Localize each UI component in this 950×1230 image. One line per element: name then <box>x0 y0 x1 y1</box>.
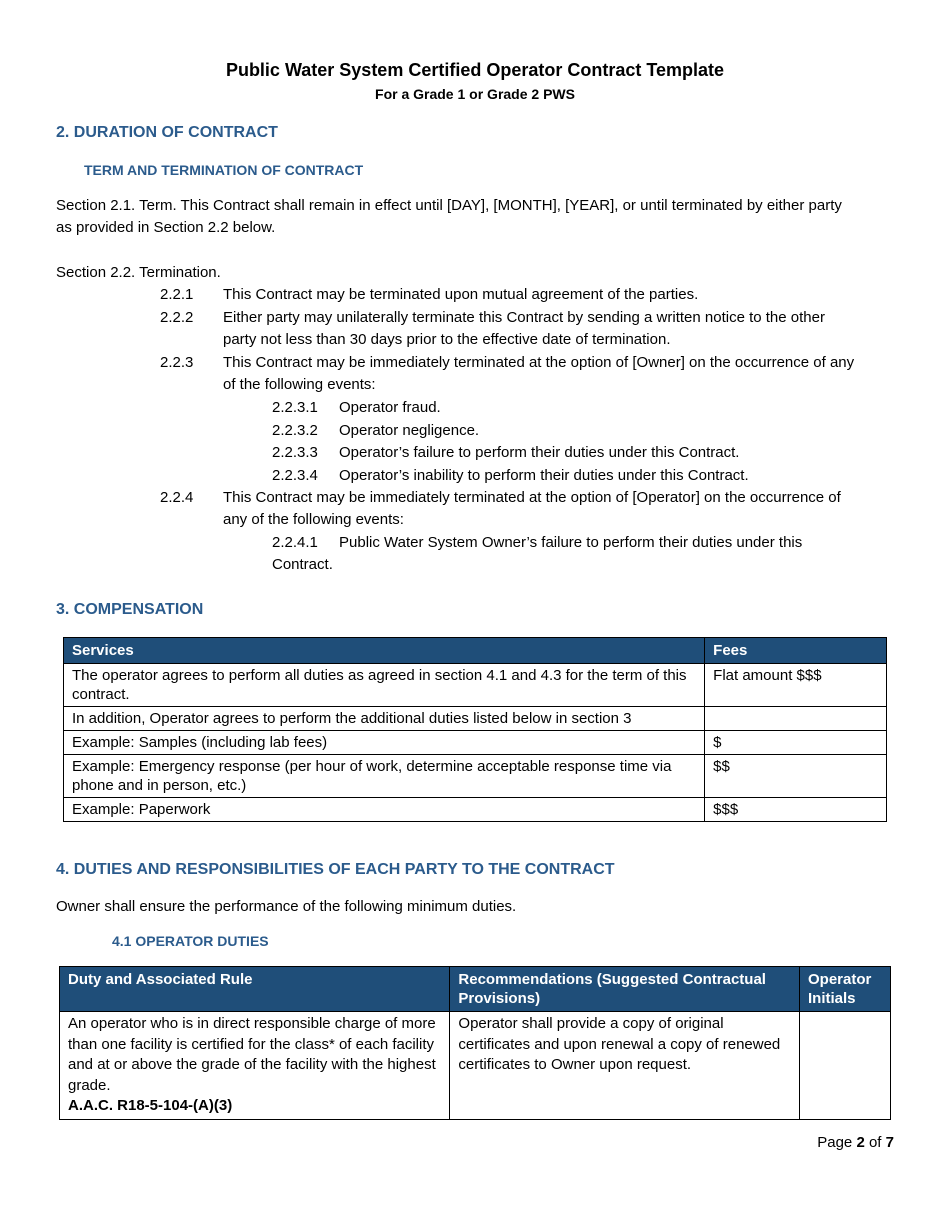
duty-cell <box>60 1012 450 1120</box>
list-item-line: Either party may unilaterally terminate this Contract by sending a written notice to the other <box>223 309 825 326</box>
column-header: Services <box>64 638 705 664</box>
list-item-line: This Contract may be immediately terminated at the option of [Operator] on the occurrence of <box>223 489 841 506</box>
section-2-heading: 2. DURATION OF CONTRACT <box>56 124 278 141</box>
list-item <box>160 352 900 396</box>
initials-cell[interactable] <box>800 1012 891 1120</box>
term-line-1: Section 2.1. Term. This Contract shall remain in effect until [DAY], [MONTH], [YEAR], or until terminated by either party <box>56 197 842 214</box>
section-4-heading: 4. DUTIES AND RESPONSIBILITIES OF EACH PARTY TO THE CONTRACT <box>56 861 615 878</box>
table-row <box>64 731 887 755</box>
term-line-2: as provided in Section 2.2 below. <box>56 219 276 236</box>
table-header-row <box>64 638 887 664</box>
column-header: Fees <box>705 638 887 664</box>
duty-text: An operator who is in direct responsible charge of more than one facility is certified for the class* of each facility and at or above the grade of the facility with the highest grade. <box>68 1015 436 1094</box>
rule-reference: A.A.C. R18-5-104-(A)(3) <box>68 1097 233 1114</box>
column-header: Recommendations (Suggested Contractual Provisions) <box>450 967 800 1012</box>
page-word: Page <box>817 1134 853 1151</box>
sub-list-item-text: Operator negligence. <box>339 422 480 439</box>
sub-list-item-number: 2.2.3.2 <box>272 422 318 439</box>
column-header: Operator Initials <box>800 967 891 1012</box>
of-word: of <box>868 1134 882 1151</box>
term-paragraph <box>56 195 896 239</box>
list-item-text <box>223 307 903 351</box>
total-pages: 7 <box>885 1134 894 1151</box>
list-item-number: 2.2.4 <box>160 489 194 506</box>
table-header-row <box>60 967 891 1012</box>
sub-list-item <box>272 532 892 576</box>
document-subtitle: For a Grade 1 or Grade 2 PWS <box>375 86 575 102</box>
sub-list-item-number: 2.2.3.1 <box>272 399 318 416</box>
table-row <box>64 707 887 731</box>
list-item-line: of the following events: <box>223 376 376 393</box>
service-cell: Example: Emergency response (per hour of work, determine acceptable response time via phone and in person, etc.) <box>64 755 705 798</box>
sub-list-item-text: Operator fraud. <box>339 399 441 416</box>
list-item-text <box>223 352 903 396</box>
sub-list-item-number: 2.2.3.4 <box>272 467 318 484</box>
table-row <box>64 798 887 822</box>
list-item-text: This Contract may be terminated upon mutual agreement of the parties. <box>223 286 699 303</box>
operator-duties-table <box>59 966 891 1120</box>
list-item-text <box>223 487 903 531</box>
service-cell: The operator agrees to perform all duties as agreed in section 4.1 and 4.3 for the term of this contract. <box>64 664 705 707</box>
table-row <box>60 1012 891 1120</box>
service-cell: Example: Samples (including lab fees) <box>64 731 705 755</box>
list-item <box>160 487 900 531</box>
sub-list-item-text: Operator’s failure to perform their duties under this Contract. <box>339 444 740 461</box>
compensation-table <box>63 637 887 822</box>
table-row <box>64 755 887 798</box>
list-item-line: party not less than 30 days prior to the effective date of termination. <box>223 331 671 348</box>
section-4-1-subheading: 4.1 OPERATOR DUTIES <box>112 933 269 949</box>
list-item-line: any of the following events: <box>223 511 404 528</box>
fee-cell: $$$ <box>705 798 887 822</box>
recommendation-cell: Operator shall provide a copy of original certificates and upon renewal a copy of renewed certificates to Owner upon request. <box>450 1012 800 1120</box>
list-item <box>160 307 900 351</box>
table-row <box>64 664 887 707</box>
fee-cell: $$ <box>705 755 887 798</box>
current-page-number: 2 <box>856 1134 865 1151</box>
sub-list-item-text: Public Water System Owner’s failure to perform their duties under this <box>339 534 803 551</box>
list-item-number: 2.2.3 <box>160 354 194 371</box>
document-title: Public Water System Certified Operator Contract Template <box>225 60 725 80</box>
fee-cell: Flat amount $$$ <box>705 664 887 707</box>
sub-list-item-number: 2.2.4.1 <box>272 534 318 551</box>
column-header: Duty and Associated Rule <box>60 967 450 1012</box>
termination-label: Section 2.2. Termination. <box>56 264 221 281</box>
list-item-number: 2.2.2 <box>160 309 194 326</box>
service-cell: In addition, Operator agrees to perform the additional duties listed below in section 3 <box>64 707 705 731</box>
section-3-heading: 3. COMPENSATION <box>56 601 204 618</box>
sub-list-item-text: Operator’s inability to perform their duties under this Contract. <box>339 467 749 484</box>
service-cell: Example: Paperwork <box>64 798 705 822</box>
section-2-subheading: TERM AND TERMINATION OF CONTRACT <box>84 162 364 178</box>
sub-list-item-number: 2.2.3.3 <box>272 444 318 461</box>
list-item-number: 2.2.1 <box>160 286 194 303</box>
fee-cell: $ <box>705 731 887 755</box>
list-item-line: This Contract may be immediately terminated at the option of [Owner] on the occurrence of any <box>223 354 855 371</box>
page-number-footer <box>817 1134 894 1151</box>
fee-cell <box>705 707 887 731</box>
section-4-intro: Owner shall ensure the performance of the following minimum duties. <box>56 898 517 915</box>
sub-list-item-text-continued: Contract. <box>272 556 333 573</box>
